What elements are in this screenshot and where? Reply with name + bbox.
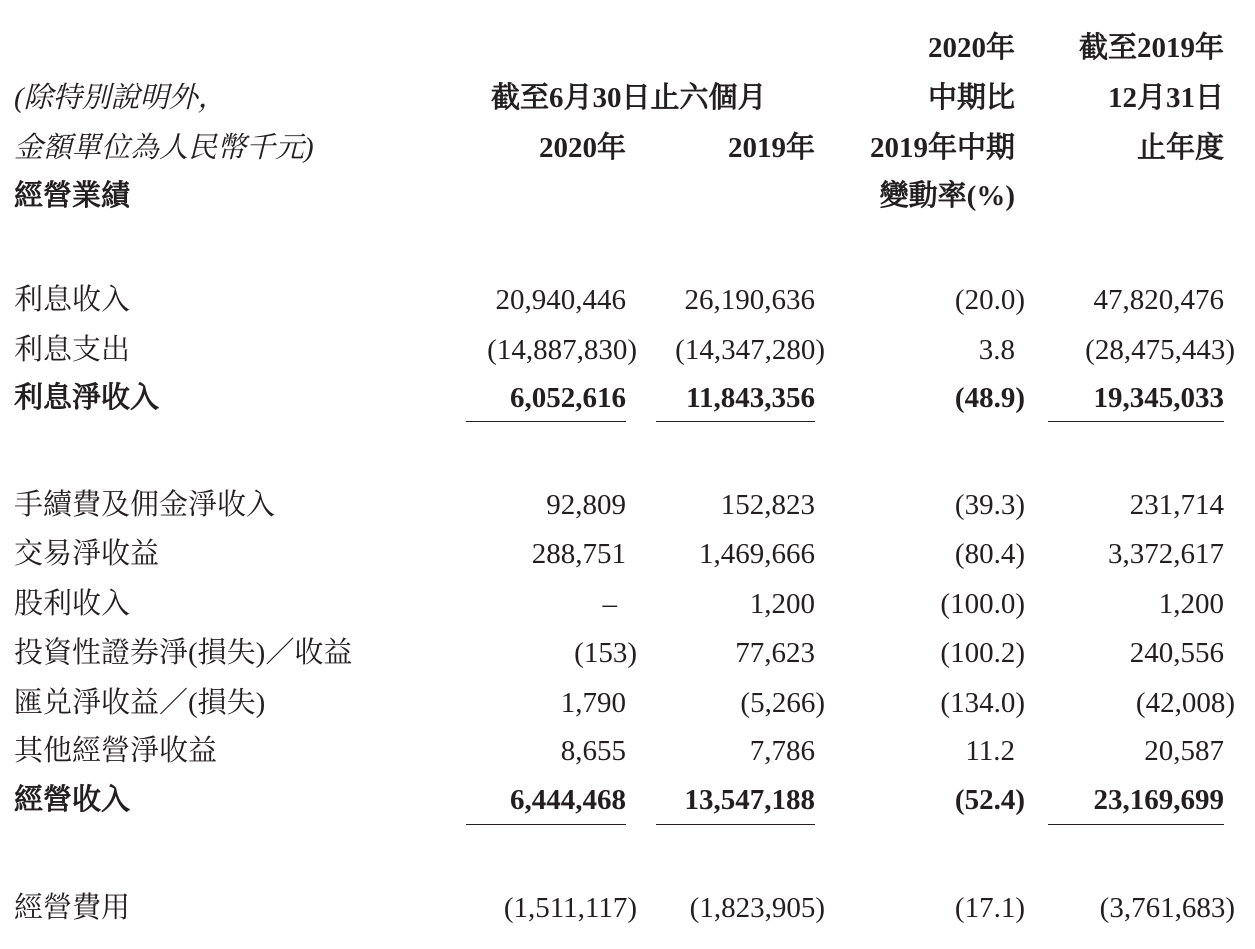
- subtotal-rule-fy2019: [1048, 421, 1224, 422]
- value-change: (134.0): [940, 687, 1025, 719]
- value-2020: 20,940,446: [495, 284, 626, 316]
- column-header-2019: 2019年: [727, 132, 815, 164]
- value-fy2019: (3,761,683): [1099, 892, 1235, 924]
- change-header-line1: 2020年: [927, 32, 1015, 64]
- value-change: (17.1): [954, 892, 1025, 924]
- subtotal-rule-fy2019: [1048, 824, 1224, 825]
- row-label: 其他經營淨收益: [14, 735, 218, 767]
- value-fy2019: 240,556: [1129, 637, 1224, 669]
- value-2020: 1,790: [560, 687, 626, 719]
- change-header-line2: 中期比: [927, 82, 1015, 114]
- row-label: 利息支出: [14, 334, 131, 366]
- value-fy2019: 20,587: [1144, 735, 1224, 767]
- change-header-line3: 2019年中期: [869, 132, 1015, 164]
- value-2019: 1,200: [749, 588, 815, 620]
- value-fy2019: 1,200: [1158, 588, 1224, 620]
- value-change: (52.4): [954, 784, 1025, 816]
- row-label: 匯兑淨收益／(損失): [14, 687, 266, 719]
- row-label: 經營收入: [14, 784, 131, 816]
- row-label: 投資性證券淨(損失)／收益: [14, 637, 353, 669]
- value-2019: (14,347,280): [675, 334, 825, 366]
- period-group-header: 截至6月30日止六個月: [491, 82, 767, 114]
- value-2020: 6,052,616: [510, 382, 626, 414]
- unit-note-line1: (除特別說明外，: [14, 82, 227, 114]
- row-label: 利息淨收入: [14, 382, 160, 414]
- change-header-line4: 變動率(%): [879, 180, 1015, 212]
- row-label: 經營費用: [14, 892, 131, 924]
- subtotal-rule-2019: [656, 421, 815, 422]
- value-2020: 92,809: [546, 489, 626, 521]
- subtotal-rule-2020: [466, 421, 626, 422]
- value-change: (39.3): [954, 489, 1025, 521]
- value-fy2019: 23,169,699: [1093, 784, 1224, 816]
- row-label: 利息收入: [14, 284, 131, 316]
- value-2019: 11,843,356: [686, 382, 815, 414]
- row-label: 手續費及佣金淨收入: [14, 489, 276, 521]
- value-change: 3.8: [978, 334, 1015, 366]
- value-2020: (14,887,830): [487, 334, 637, 366]
- fy-header-line2: 12月31日: [1107, 82, 1224, 114]
- value-fy2019: 19,345,033: [1093, 382, 1224, 414]
- value-2020: 8,655: [560, 735, 626, 767]
- column-header-2020: 2020年: [538, 132, 626, 164]
- value-2020: 6,444,468: [510, 784, 626, 816]
- value-fy2019: 47,820,476: [1093, 284, 1224, 316]
- value-fy2019: (42,008): [1135, 687, 1235, 719]
- value-2019: 7,786: [749, 735, 815, 767]
- value-change: (100.2): [940, 637, 1025, 669]
- fy-header-line3: 止年度: [1136, 132, 1224, 164]
- value-2019: 77,623: [735, 637, 815, 669]
- value-2019: 152,823: [720, 489, 815, 521]
- value-change: (100.0): [940, 588, 1025, 620]
- subtotal-rule-2020: [466, 824, 626, 825]
- unit-note-line2: 金額單位為人民幣千元): [14, 132, 314, 164]
- value-2020: (153): [574, 637, 637, 669]
- value-2019: 1,469,666: [699, 538, 815, 570]
- value-2019: 26,190,636: [684, 284, 815, 316]
- value-2020: 288,751: [531, 538, 626, 570]
- value-2020: (1,511,117): [503, 892, 637, 924]
- value-fy2019: (28,475,443): [1085, 334, 1235, 366]
- value-2019: (1,823,905): [689, 892, 825, 924]
- fy-header-line1: 截至2019年: [1078, 32, 1224, 64]
- row-label: 股利收入: [14, 588, 131, 620]
- value-change: (80.4): [954, 538, 1025, 570]
- value-2019: (5,266): [740, 687, 825, 719]
- value-fy2019: 3,372,617: [1108, 538, 1224, 570]
- value-fy2019: 231,714: [1129, 489, 1224, 521]
- subtotal-rule-2019: [656, 824, 815, 825]
- section-title: 經營業績: [14, 180, 131, 212]
- value-change: (48.9): [954, 382, 1025, 414]
- value-2020: –: [602, 588, 617, 620]
- value-change: (20.0): [954, 284, 1025, 316]
- value-2019: 13,547,188: [684, 784, 815, 816]
- value-change: 11.2: [965, 735, 1015, 767]
- row-label: 交易淨收益: [14, 538, 160, 570]
